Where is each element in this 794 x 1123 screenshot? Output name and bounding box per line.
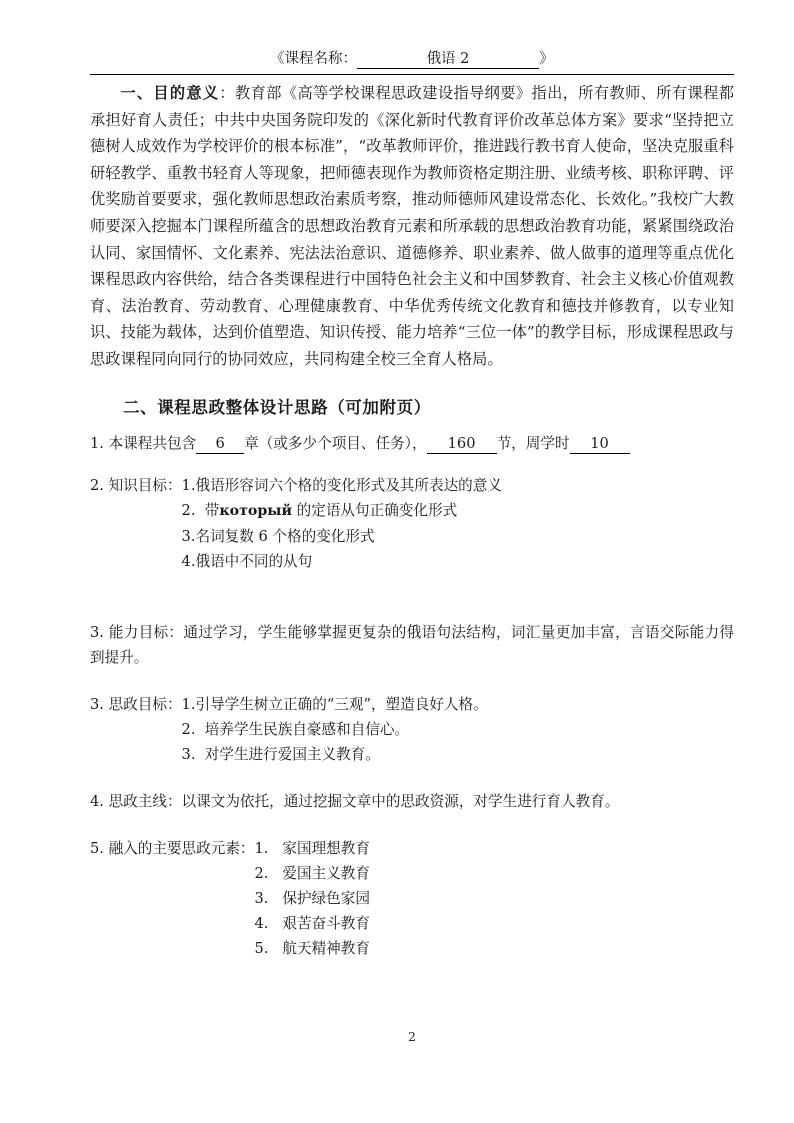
ideological-element-item <box>90 836 734 861</box>
ideological-element-item <box>90 861 734 886</box>
ideological-element-item <box>90 911 734 936</box>
ideological-goal-item <box>90 692 734 717</box>
ideological-elements-block <box>90 836 734 961</box>
item-number: 2. <box>181 501 196 519</box>
ability-goals-label: 3. 能力目标： <box>90 623 184 641</box>
section-1-colon: ： <box>219 84 236 102</box>
course-name-label: 课程名称： <box>284 51 357 67</box>
item-number: 1. <box>181 695 196 713</box>
header-divider-rule <box>90 74 734 75</box>
knowledge-goal-item <box>90 473 734 498</box>
bracket-open: 《 <box>269 51 285 67</box>
course-structure-mid-2: 节，周学时 <box>496 434 570 452</box>
ideological-element-item <box>90 886 734 911</box>
item-text <box>268 861 734 886</box>
course-structure-line <box>90 431 734 457</box>
ideological-element-item <box>90 936 734 961</box>
course-structure-prefix: 1. 本课程共包含 <box>90 434 197 452</box>
main-thread-label: 4. 思政主线： <box>90 792 182 810</box>
item-number: 3. <box>254 889 269 907</box>
ideological-goal-item <box>90 717 734 742</box>
item-text <box>268 836 734 861</box>
item-number: 5. <box>254 939 269 957</box>
knowledge-goal-item <box>90 524 734 549</box>
item-text-inner: 艰苦奋斗教育 <box>282 914 370 932</box>
knowledge-goals-label: 2. 知识目标： <box>90 476 182 494</box>
item-text <box>268 936 734 961</box>
item-number: 1. <box>181 476 196 494</box>
item-text-inner: 航天精神教育 <box>282 939 370 957</box>
item-number: 2. <box>254 864 269 882</box>
item-text-prefix: 带 <box>204 501 220 519</box>
course-name-header <box>90 48 734 69</box>
ideological-elements-label: 5. 融入的主要思政元素： <box>90 839 255 857</box>
item-number: 1. <box>254 839 269 857</box>
item-text-inner: 家国理想教育 <box>282 839 370 857</box>
section-1-paragraph <box>90 80 734 373</box>
item-number: 2. <box>181 720 196 738</box>
ability-goals-paragraph <box>90 620 734 670</box>
course-structure-mid-1: 章（或多少个项目、任务）， <box>244 434 427 452</box>
item-text <box>195 498 734 524</box>
bracket-close: 》 <box>538 49 554 67</box>
section-1-title: 一、目的意义 <box>120 84 220 102</box>
knowledge-goal-item <box>90 498 734 524</box>
document-page <box>90 0 734 1123</box>
item-number: 4. <box>254 914 269 932</box>
item-text <box>195 742 734 767</box>
chapter-count-value[interactable]: 6 <box>196 436 244 454</box>
main-thread-text: 以课文为依托，通过挖掘文章中的思政资源，对学生进行育人教育。 <box>181 792 620 810</box>
item-text: 引导学生树立正确的“三观”，塑造良好人格。 <box>195 695 488 713</box>
weekly-hours-value[interactable]: 10 <box>570 436 630 454</box>
item-text-inner: 培养学生民族自豪感和自信心。 <box>204 720 410 738</box>
knowledge-goal-item <box>90 549 734 574</box>
item-text-inner: 爱国主义教育 <box>282 864 370 882</box>
period-count-value[interactable]: 160 <box>427 436 497 454</box>
russian-word: который <box>219 502 293 519</box>
item-text: 名词复数 6 个格的变化形式 <box>195 527 375 545</box>
item-text: 俄语中不同的从句 <box>195 552 313 570</box>
item-text-inner: 保护绿色家园 <box>282 889 370 907</box>
item-number: 3. <box>181 745 196 763</box>
ideological-goal-item <box>90 742 734 767</box>
document-body <box>90 80 734 961</box>
item-number: 3. <box>181 527 196 545</box>
item-text-inner: 对学生进行爱国主义教育。 <box>204 745 380 763</box>
ideological-goals-label: 3. 思政目标： <box>90 695 182 713</box>
page-number: 2 <box>408 1029 416 1044</box>
ability-goals-block <box>90 620 734 670</box>
main-thread-block <box>90 789 734 814</box>
section-1-body: 教育部《高等学校课程思政建设指导纲要》指出，所有教师、所有课程都承担好育人责任；中共中央国务院印发的《深化新时代教育评价改革总体方案》要求“坚持把立德树人成效作为学校评价的根本标准”，“改革教师评价，推进践行教书育人使命，坚决克服重科研轻教学、重教书轻育人等现象，把师德表现作为教师资格定期注册、业绩考核、职称评聘、评优奖励首要要求，强化教师思想政治素质考察，推动师德师风建设常态化、长效化。”我校广大教师要深入挖掘本门课程所蕴含的思想政治教育元素和所承载的思想政治教育功能，紧紧围绕政治认同、家国情怀、文化素养、宪法法治意识、道德修养、职业素养、做人做事的道理等重点优化课程思政内容供给，结合各类课程进行中国特色社会主义和中国梦教育、社会主义核心价值观教育、法治教育、劳动教育、心理健康教育、中华优秀传统文化教育和德技并修教育，以专业知识、技能为载体，达到价值塑造、知识传授、能力培养“三位一体”的教学目标，形成课程思政与思政课程同向同行的协同效应，共同构建全校三全育人格局。 <box>90 84 735 368</box>
ability-goals-text: 通过学习，学生能够掌握更复杂的俄语句法结构，词汇量更加丰富，言语交际能力得到提升。 <box>90 623 734 666</box>
main-thread-paragraph <box>90 789 734 814</box>
knowledge-goals-block <box>90 473 734 574</box>
section-2-heading: 二、课程思政整体设计思路（可加附页） <box>123 397 431 417</box>
item-text <box>268 911 734 936</box>
item-text <box>195 717 734 742</box>
item-number: 4. <box>181 552 196 570</box>
item-text: 俄语形容词六个格的变化形式及其所表达的意义 <box>195 476 502 494</box>
item-text-suffix: 的定语从句正确变化形式 <box>292 501 458 519</box>
ideological-goals-block <box>90 692 734 767</box>
course-name-value[interactable]: 俄语 2 <box>357 51 539 69</box>
item-text <box>268 886 734 911</box>
